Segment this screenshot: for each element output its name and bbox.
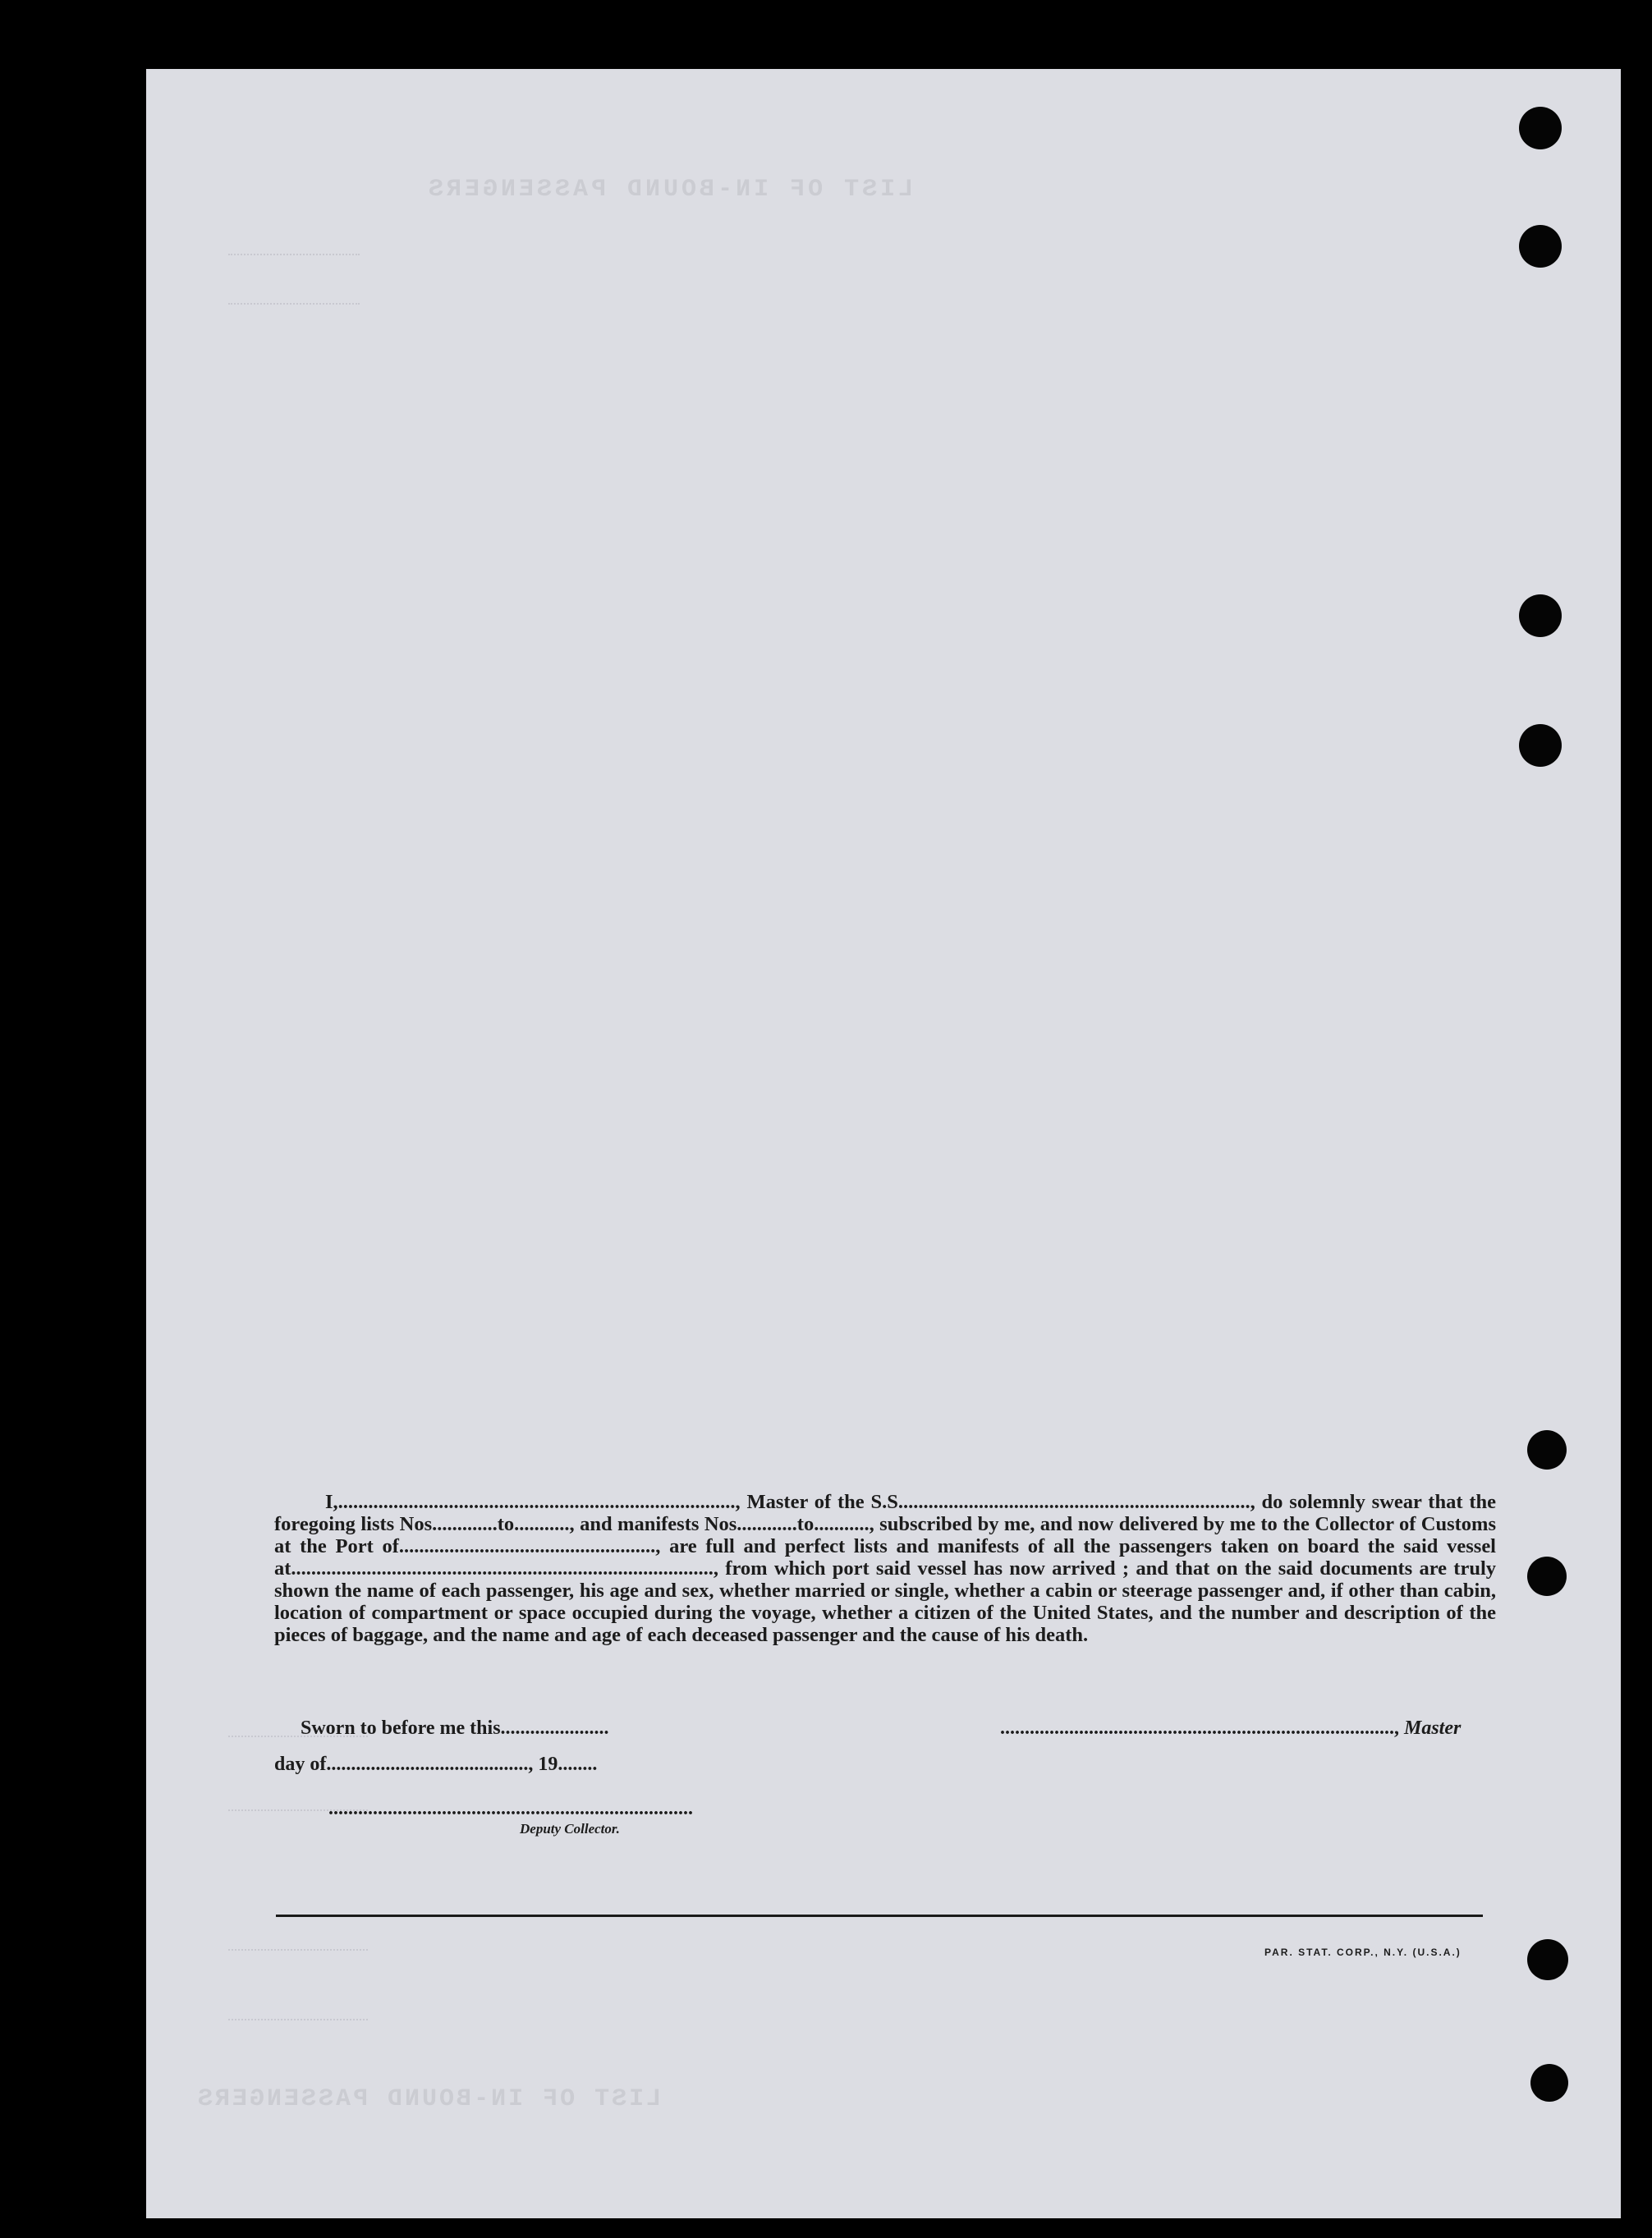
punch-hole: [1527, 1430, 1567, 1470]
printer-mark: PAR. STAT. CORP., N.Y. (U.S.A.): [1264, 1947, 1462, 1958]
master-signature: [1000, 1717, 1461, 1740]
master-label: Master: [1404, 1717, 1462, 1739]
show-through-line: [228, 1949, 368, 1951]
punch-hole: [1527, 1557, 1567, 1596]
oath-paragraph: [274, 1491, 1496, 1646]
show-through-line: [228, 254, 360, 255]
deputy-signature-line: ..........................................................................: [328, 1798, 693, 1819]
divider-rule: [276, 1915, 1483, 1917]
deputy-collector-label: Deputy Collector.: [520, 1821, 620, 1837]
show-through-title: LIST OF IN-BOUND PASSENGERS: [425, 176, 914, 204]
day-line: day of........................................., 19........: [274, 1754, 598, 1775]
punch-hole: [1519, 225, 1562, 268]
oath-text: I,..............................................................................., Master of the S.S......................................................................, do solemnly swear that the foregoing lists Nos.............to..........., and manifests Nos............to..........., subscribed by me, and now delivered by me to the Collector of Customs at the Port of..................................................., are full and perfect lists and manifests of all the passengers taken on board the said vessel at...................................................................................., from which port said vessel has now arrived ; and that on the said documents are truly shown the name of each passenger, his age and sex, whether married or single, whether a cabin or steerage passenger and, if other than cabin, location of compartment or space occupied during the voyage, whether a citizen of the United States, and the number and description of the pieces of baggage, and the name and age of each deceased passenger and the cause of his death.: [274, 1491, 1496, 1646]
punch-hole: [1519, 594, 1562, 637]
punch-hole: [1519, 724, 1562, 767]
show-through-bottom: LIST OF IN-BOUND PASSENGERS: [195, 2085, 662, 2113]
punch-hole: [1530, 2064, 1568, 2102]
show-through-line: [228, 2019, 368, 2020]
show-through-line: [228, 303, 360, 305]
sworn-line: Sworn to before me this......................: [301, 1717, 609, 1739]
punch-hole: [1527, 1939, 1568, 1980]
punch-hole: [1519, 107, 1562, 149]
document-page: [146, 69, 1621, 2218]
master-signature-line: ................................................................................,: [1000, 1717, 1399, 1739]
